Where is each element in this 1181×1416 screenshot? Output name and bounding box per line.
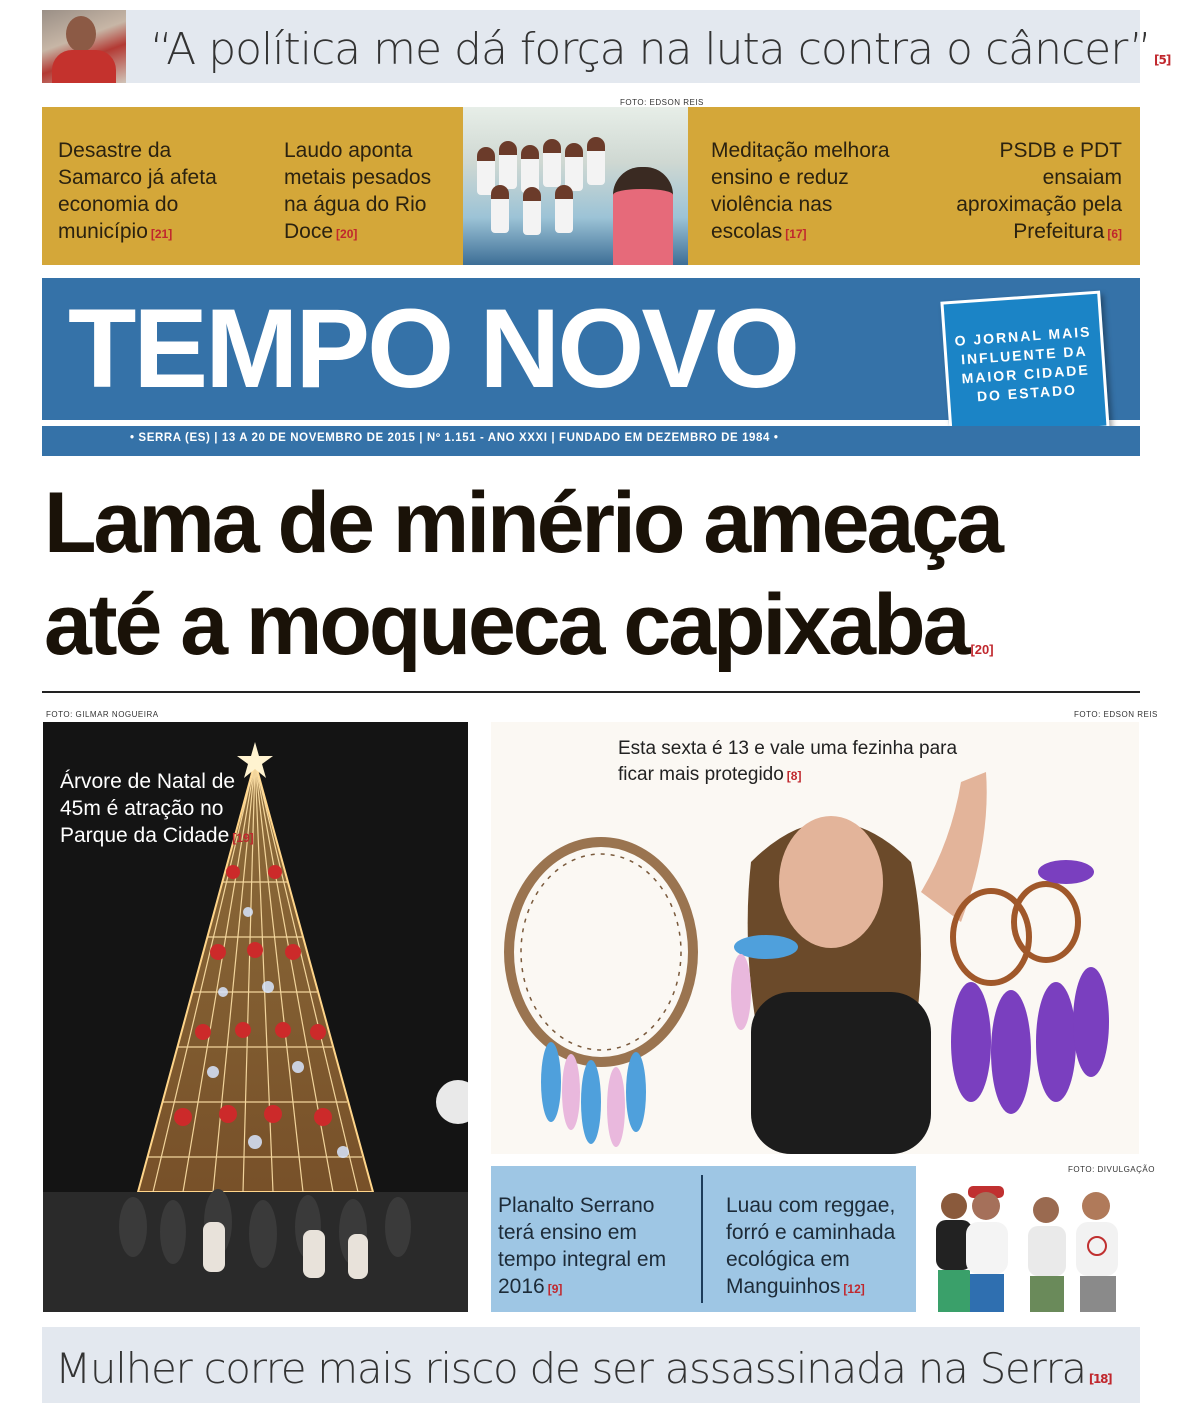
dreamcatcher-caption[interactable] bbox=[618, 736, 958, 789]
teaser-text: Planalto Serrano terá ensino em tempo integral em 2016 bbox=[498, 1194, 667, 1298]
teaser-text: Luau com reggae, forró e caminhada ecológica em Manguinhos bbox=[726, 1194, 896, 1298]
teaser-psdb[interactable] bbox=[930, 137, 1122, 248]
bottom-headline-text: Mulher corre mais risco de ser assassinada na Serra bbox=[55, 1344, 1086, 1393]
tree-caption[interactable] bbox=[60, 768, 260, 852]
page-ref: [18] bbox=[1088, 1372, 1112, 1386]
newspaper-title[interactable]: TEMPO NOVO bbox=[68, 286, 798, 411]
photo-credit: FOTO: EDSON REIS bbox=[1074, 710, 1158, 719]
meditation-photo[interactable] bbox=[463, 107, 688, 265]
headline-line-2: até a moqueca capixaba bbox=[44, 577, 968, 673]
teaser-planalto[interactable] bbox=[498, 1192, 688, 1303]
page-ref: [6] bbox=[1107, 227, 1122, 241]
top-banner-quote[interactable] bbox=[150, 22, 1170, 88]
slogan-text: O JORNAL MAIS INFLUENTE DA MAIOR CIDADE DO ESTADO bbox=[954, 323, 1092, 405]
caption-text: Árvore de Natal de 45m é atração no Parque da Cidade bbox=[60, 770, 236, 847]
band-illustration bbox=[916, 1176, 1139, 1312]
headline-rule bbox=[42, 691, 1140, 693]
page-ref: [12] bbox=[843, 1282, 865, 1296]
teaser-text: PSDB e PDT ensaiam aproximação pela Prefeitura bbox=[956, 139, 1122, 243]
teaser-divider bbox=[701, 1175, 703, 1303]
teaser-luau[interactable] bbox=[726, 1192, 916, 1303]
photo-credit: FOTO: DIVULGAÇÃO bbox=[1068, 1165, 1155, 1174]
page-ref: [8] bbox=[786, 769, 802, 783]
page-ref: [5] bbox=[1153, 53, 1171, 67]
page-ref: [21] bbox=[150, 227, 173, 241]
page-ref: [9] bbox=[547, 1282, 563, 1296]
bottom-banner-headline[interactable] bbox=[55, 1342, 1111, 1406]
page-ref: [17] bbox=[785, 227, 807, 241]
teaser-samarco[interactable] bbox=[58, 137, 258, 248]
page-ref: [20] bbox=[970, 642, 994, 657]
slogan-box bbox=[940, 291, 1109, 440]
page-ref: [19] bbox=[232, 831, 254, 845]
reggae-band-photo[interactable] bbox=[916, 1176, 1139, 1312]
dateline: • SERRA (ES) | 13 A 20 DE NOVEMBRO DE 2015 | Nº 1.151 - ANO XXXI | FUNDADO EM DEZEMBRO DE 1984 • bbox=[130, 432, 779, 444]
teaser-text: Desastre da Samarco já afeta economia do município bbox=[58, 139, 217, 243]
politician-photo[interactable] bbox=[42, 10, 126, 83]
teaser-text: Laudo aponta metais pesados na água do Rio Doce bbox=[284, 139, 432, 243]
photo-credit: FOTO: EDSON REIS bbox=[620, 98, 704, 107]
page-ref: [20] bbox=[336, 227, 358, 241]
teaser-meditacao[interactable] bbox=[711, 137, 911, 248]
photo-credit: FOTO: GILMAR NOGUEIRA bbox=[46, 710, 159, 719]
main-headline[interactable] bbox=[44, 472, 1144, 701]
headline-line-1: Lama de minério ameaça bbox=[44, 475, 1001, 571]
top-quote-text: “A política me dá força na luta contra o câncer” bbox=[150, 24, 1151, 75]
caption-text: Esta sexta é 13 e vale uma fezinha para ficar mais protegido bbox=[618, 738, 958, 785]
teaser-laudo[interactable] bbox=[284, 137, 454, 248]
teaser-text: Meditação melhora ensino e reduz violência nas escolas bbox=[711, 139, 890, 243]
